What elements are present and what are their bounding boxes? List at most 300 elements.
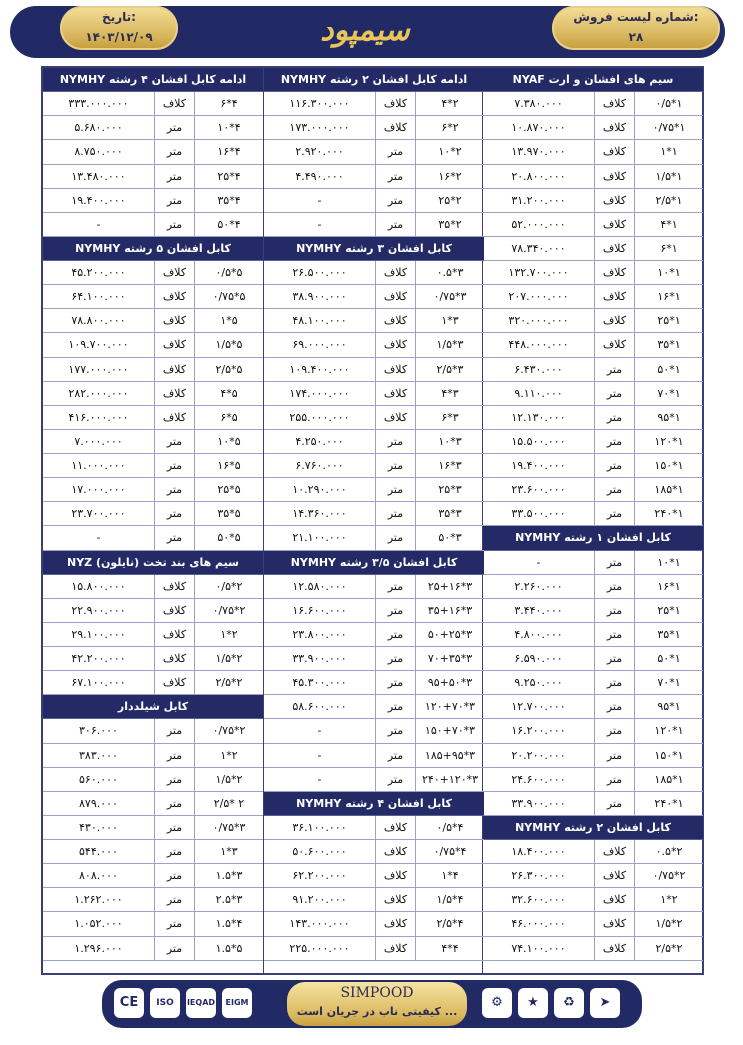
price-row	[43, 671, 263, 695]
section-header: کابل افشان ۴ رشته NYMHY	[264, 792, 484, 816]
price-row	[264, 695, 484, 719]
size-cell: ۲*۰.۵	[655, 845, 683, 858]
size-cell: ۱*۳۵	[657, 338, 681, 352]
price-row	[264, 671, 484, 695]
price-cell: ۱۸.۴۰۰.۰۰۰	[483, 840, 595, 863]
price-row	[483, 623, 703, 647]
unit-cell: کلاف	[155, 309, 195, 332]
price-row	[43, 744, 263, 768]
size-cell: ۱*۷۰	[657, 386, 681, 400]
column-left	[43, 68, 263, 973]
section-header: کابل افشان ۵ رشته NYMHY	[43, 237, 263, 261]
unit-cell: کلاف	[376, 912, 416, 935]
price-cell: ۵.۶۸۰.۰۰۰	[43, 116, 155, 139]
price-cell: ۲.۲۶۰.۰۰۰	[483, 575, 595, 598]
unit-cell: متر	[155, 165, 195, 188]
price-cell: ۱۷.۰۰۰.۰۰۰	[43, 478, 155, 501]
size-cell: ۵*۰/۷۵	[212, 290, 246, 304]
size-cell: ۲*۱/۵	[215, 772, 243, 786]
size-cell: ۵*۱۰	[217, 434, 241, 448]
size-cell: ۱*۹۵	[657, 410, 681, 424]
unit-cell: کلاف	[595, 285, 635, 308]
size-cell: ۴*۲۵	[217, 169, 241, 183]
size-cell: ۴*۳۵	[217, 193, 241, 207]
price-row	[264, 261, 484, 285]
price-row	[264, 309, 484, 333]
unit-cell: متر	[376, 430, 416, 453]
size-cell: ۳*۱.۵	[215, 869, 243, 883]
size-cell: ۴*۲/۵	[436, 917, 464, 931]
unit-cell: متر	[155, 840, 195, 863]
price-row	[43, 526, 263, 550]
price-row	[264, 189, 484, 213]
price-row	[483, 213, 703, 237]
size-cell: ۴*۵۰	[217, 217, 241, 231]
size-cell: ۳*۲۵	[438, 483, 462, 497]
price-row	[264, 647, 484, 671]
price-row	[483, 912, 703, 936]
price-row	[483, 671, 703, 695]
size-cell: ۱*۱۸۵	[654, 483, 684, 497]
unit-cell: متر	[155, 912, 195, 935]
size-cell: ۱*۹۵	[657, 700, 681, 714]
price-row	[264, 888, 484, 912]
size-cell: ۳*۲.۵	[215, 893, 243, 907]
column-middle	[263, 68, 484, 973]
size-cell: ۲*۰/۷۵	[212, 724, 246, 738]
size-cell: ۴*۰/۵	[436, 820, 464, 834]
unit-cell: متر	[595, 744, 635, 767]
unit-cell: کلاف	[155, 623, 195, 646]
unit-cell: متر	[155, 864, 195, 887]
price-row	[43, 647, 263, 671]
price-cell: ۴۳۰.۰۰۰	[43, 816, 155, 839]
price-cell: ۲۰.۲۰۰.۰۰۰	[483, 744, 595, 767]
unit-cell: کلاف	[595, 333, 635, 356]
price-cell: ۲۳.۷۰۰.۰۰۰	[43, 502, 155, 525]
price-cell: -	[264, 719, 376, 742]
section-header: کابل افشان ۳/۵ رشته NYMHY	[264, 551, 484, 575]
price-cell: ۲۱.۱۰۰.۰۰۰	[264, 526, 376, 549]
unit-cell: متر	[595, 382, 635, 405]
price-cell: ۱۰۹.۷۰۰.۰۰۰	[43, 333, 155, 356]
price-row	[264, 116, 484, 140]
size-cell: ۵*۴	[220, 386, 238, 400]
price-row	[43, 285, 263, 309]
price-cell: ۳۱.۲۰۰.۰۰۰	[483, 189, 595, 212]
price-row	[264, 430, 484, 454]
size-cell: ۲*۱/۵	[655, 917, 683, 931]
unit-cell: کلاف	[595, 237, 635, 260]
footer-slogan: کیفیتی ناب در جریان است ...	[296, 1005, 458, 1018]
unit-cell: کلاف	[376, 309, 416, 332]
size-cell: ۱*۲۵	[657, 314, 681, 328]
price-row	[43, 140, 263, 164]
list-number-label: شماره لیست فروش:	[573, 10, 699, 24]
unit-cell: متر	[595, 358, 635, 381]
size-cell: ۱*۲۵	[657, 603, 681, 617]
price-row	[43, 189, 263, 213]
price-row	[483, 140, 703, 164]
date-label: تاریخ:	[102, 10, 136, 24]
size-cell: ۵*۱.۵	[215, 941, 243, 955]
price-row	[483, 599, 703, 623]
price-row	[483, 792, 703, 816]
unit-cell: کلاف	[155, 599, 195, 622]
size-cell: ۳*۰.۵	[436, 266, 464, 279]
unit-cell: کلاف	[376, 864, 416, 887]
price-row	[483, 285, 703, 309]
price-row	[483, 768, 703, 792]
size-cell: ۳*۰/۷۵	[212, 820, 246, 834]
unit-cell: متر	[155, 189, 195, 212]
size-cell: ۱*۰/۷۵	[652, 121, 686, 135]
price-row	[43, 599, 263, 623]
unit-cell: متر	[155, 526, 195, 549]
standard-mark-icon: ⚙	[482, 988, 512, 1018]
price-row	[483, 430, 703, 454]
price-cell: ۱۲.۵۸۰.۰۰۰	[264, 575, 376, 598]
unit-cell: متر	[155, 744, 195, 767]
size-cell: ۲*۲۵	[438, 193, 462, 207]
unit-cell: کلاف	[155, 647, 195, 670]
size-cell: ۱*۱۸۵	[654, 772, 684, 786]
size-cell: ۵*۰/۵	[215, 266, 243, 279]
section-header: کابل شیلددار	[43, 695, 263, 719]
price-cell: ۴.۸۰۰.۰۰۰	[483, 623, 595, 646]
price-cell: -	[264, 189, 376, 212]
unit-cell: متر	[595, 599, 635, 622]
price-row	[43, 213, 263, 237]
size-cell: ۱*۷۰	[657, 676, 681, 690]
price-row	[483, 92, 703, 116]
size-cell: ۵*۱/۵	[215, 338, 243, 352]
unit-cell: متر	[376, 744, 416, 767]
unit-cell: کلاف	[376, 840, 416, 863]
price-row	[264, 382, 484, 406]
price-cell: ۱۳۲.۷۰۰.۰۰۰	[483, 261, 595, 284]
price-cell: ۱۰.۲۹۰.۰۰۰	[264, 478, 376, 501]
price-row	[43, 502, 263, 526]
price-cell: ۱۰.۸۷۰.۰۰۰	[483, 116, 595, 139]
iso-cert-icon: ISO	[150, 988, 180, 1018]
price-row	[43, 430, 263, 454]
price-cell: ۶۷.۱۰۰.۰۰۰	[43, 671, 155, 694]
price-row	[43, 261, 263, 285]
size-cell: ۳*۱	[220, 845, 238, 858]
price-cell: ۸۰۸.۰۰۰	[43, 864, 155, 887]
price-row	[264, 719, 484, 743]
unit-cell: کلاف	[155, 575, 195, 598]
price-row	[43, 816, 263, 840]
price-row	[264, 213, 484, 237]
date-value: ۱۴۰۳/۱۲/۰۹	[85, 30, 153, 44]
unit-cell: متر	[595, 430, 635, 453]
price-row	[43, 575, 263, 599]
unit-cell: متر	[595, 695, 635, 718]
unit-cell: کلاف	[376, 285, 416, 308]
size-cell: ۳*۵۰	[438, 531, 462, 545]
price-cell: ۷.۰۰۰.۰۰۰	[43, 430, 155, 453]
unit-cell: متر	[595, 768, 635, 791]
brand-symbol-icon: ➤	[590, 988, 620, 1018]
price-row	[483, 864, 703, 888]
price-row	[264, 912, 484, 936]
unit-cell: متر	[376, 647, 416, 670]
size-cell: ۱*۱	[660, 145, 678, 159]
price-cell: ۲۰۷.۰۰۰.۰۰۰	[483, 285, 595, 308]
unit-cell: متر	[376, 575, 416, 598]
unit-cell: کلاف	[155, 261, 195, 284]
price-cell: ۱۹.۴۰۰.۰۰۰	[483, 454, 595, 477]
price-cell: ۶.۵۹۰.۰۰۰	[483, 647, 595, 670]
size-cell: ۲*۲/۵	[215, 676, 243, 690]
size-cell: ۵*۲۵	[217, 483, 241, 497]
price-cell: ۶.۷۶۰.۰۰۰	[264, 454, 376, 477]
price-cell: ۹.۲۵۰.۰۰۰	[483, 671, 595, 694]
size-cell: ۱*۱۰	[657, 555, 681, 569]
size-cell: ۱*۲/۵	[655, 193, 683, 207]
price-row	[483, 406, 703, 430]
unit-cell: متر	[595, 575, 635, 598]
price-row	[483, 309, 703, 333]
price-cell: ۱۳.۴۸۰.۰۰۰	[43, 165, 155, 188]
price-row	[264, 358, 484, 382]
unit-cell: متر	[155, 430, 195, 453]
section-header: سیم های بند تخت (نایلون) NYZ	[43, 551, 263, 575]
size-cell: ۳*۴	[441, 386, 459, 400]
size-cell: ۴*۱۰	[217, 121, 241, 135]
section-header: کابل افشان ۳ رشته NYMHY	[264, 237, 484, 261]
price-cell: ۲۲۵.۰۰۰.۰۰۰	[264, 937, 376, 960]
price-row	[483, 695, 703, 719]
size-cell: ۳*۲/۵	[436, 362, 464, 376]
price-cell: ۲۶.۵۰۰.۰۰۰	[264, 261, 376, 284]
price-row	[264, 333, 484, 357]
price-cell: ۳۳۳.۰۰۰.۰۰۰	[43, 92, 155, 115]
price-row	[43, 406, 263, 430]
eigm-cert-icon: EIGM	[222, 988, 252, 1018]
price-cell: ۲۶.۳۰۰.۰۰۰	[483, 864, 595, 887]
price-table	[41, 66, 704, 975]
price-row	[43, 912, 263, 936]
price-row	[43, 454, 263, 478]
price-row	[264, 165, 484, 189]
price-row	[43, 333, 263, 357]
size-cell: ۲*۱۰	[438, 145, 462, 159]
unit-cell: متر	[155, 816, 195, 839]
price-cell: ۷.۳۸۰.۰۰۰	[483, 92, 595, 115]
price-row	[264, 478, 484, 502]
price-cell: ۱.۲۶۲.۰۰۰	[43, 888, 155, 911]
unit-cell: متر	[155, 502, 195, 525]
price-row	[483, 237, 703, 261]
unit-cell: متر	[155, 116, 195, 139]
price-cell: ۳۸.۹۰۰.۰۰۰	[264, 285, 376, 308]
price-row	[43, 888, 263, 912]
price-row	[43, 116, 263, 140]
unit-cell: متر	[376, 189, 416, 212]
price-cell: ۳۸۳.۰۰۰	[43, 744, 155, 767]
price-row	[264, 526, 484, 550]
price-cell: ۲۳.۸۰۰.۰۰۰	[264, 623, 376, 646]
price-cell: -	[43, 213, 155, 236]
price-cell: ۴۱۶.۰۰۰.۰۰۰	[43, 406, 155, 429]
size-cell: ۴*۱۶	[217, 145, 241, 159]
price-cell: ۳۰۶.۰۰۰	[43, 719, 155, 742]
price-cell: ۱۴۳.۰۰۰.۰۰۰	[264, 912, 376, 935]
size-cell: ۱*۱۲۰	[654, 724, 684, 738]
price-cell: ۵۶۰.۰۰۰	[43, 768, 155, 791]
price-row	[483, 382, 703, 406]
size-cell: ۵*۱۶	[217, 459, 241, 472]
list-number-value: ۲۸	[628, 30, 644, 44]
size-cell: ۱*۶	[660, 241, 678, 255]
price-cell: ۱۱.۰۰۰.۰۰۰	[43, 454, 155, 477]
unit-cell: متر	[376, 454, 416, 477]
price-cell: ۱۲.۱۳۰.۰۰۰	[483, 406, 595, 429]
price-cell: ۱۷۷.۰۰۰.۰۰۰	[43, 358, 155, 381]
price-row	[264, 937, 484, 961]
unit-cell: کلاف	[376, 888, 416, 911]
unit-cell: متر	[376, 695, 416, 718]
unit-cell: متر	[155, 888, 195, 911]
price-row	[43, 864, 263, 888]
price-row	[43, 358, 263, 382]
unit-cell: کلاف	[595, 92, 635, 115]
price-row	[43, 92, 263, 116]
size-cell: ۳*۶	[441, 410, 459, 424]
price-cell: -	[43, 526, 155, 549]
price-cell: ۷۴.۱۰۰.۰۰۰	[483, 937, 595, 960]
unit-cell: متر	[376, 478, 416, 501]
price-cell: -	[264, 768, 376, 791]
unit-cell: کلاف	[155, 671, 195, 694]
unit-cell: کلاف	[155, 382, 195, 405]
unit-cell: متر	[595, 478, 635, 501]
unit-cell: کلاف	[595, 888, 635, 911]
price-cell: ۱۵.۸۰۰.۰۰۰	[43, 575, 155, 598]
unit-cell: متر	[376, 526, 416, 549]
price-cell: ۵۴۴.۰۰۰	[43, 840, 155, 863]
price-row	[264, 816, 484, 840]
unit-cell: کلاف	[595, 309, 635, 332]
unit-cell: کلاف	[376, 261, 416, 284]
size-cell: ۳*۱۰	[438, 434, 462, 448]
price-cell: ۳۳.۹۰۰.۰۰۰	[264, 647, 376, 670]
price-cell: ۲۳.۶۰۰.۰۰۰	[483, 478, 595, 501]
section-header: کابل افشان ۲ رشته NYMHY	[483, 816, 703, 840]
price-cell: ۹۱.۲۰۰.۰۰۰	[264, 888, 376, 911]
size-cell: ۳*۰/۷۵	[433, 290, 467, 304]
price-row	[483, 358, 703, 382]
price-cell: ۶۲.۲۰۰.۰۰۰	[264, 864, 376, 887]
size-cell: ۱*۰/۵	[655, 97, 683, 111]
unit-cell: کلاف	[376, 937, 416, 960]
price-cell: -	[483, 551, 595, 574]
price-row	[43, 719, 263, 743]
unit-cell: کلاف	[595, 937, 635, 960]
price-cell: ۱۱۶.۳۰۰.۰۰۰	[264, 92, 376, 115]
price-row	[264, 92, 484, 116]
unit-cell: متر	[595, 502, 635, 525]
price-row	[264, 454, 484, 478]
size-cell: ۲*۴	[441, 97, 459, 111]
price-cell: ۷۸.۸۰۰.۰۰۰	[43, 309, 155, 332]
price-row	[264, 623, 484, 647]
size-cell: ۱*۵۰	[657, 652, 681, 665]
size-cell: ۲*۰/۷۵	[652, 869, 686, 883]
unit-cell: متر	[155, 140, 195, 163]
column-right	[482, 68, 703, 973]
unit-cell: متر	[595, 454, 635, 477]
price-cell: ۹.۱۱۰.۰۰۰	[483, 382, 595, 405]
list-number-badge	[552, 6, 720, 50]
size-cell: ۳*۱۸۵+۹۵	[424, 748, 476, 762]
size-cell: ۱*۳۵	[657, 627, 681, 641]
price-cell: ۶۹.۰۰۰.۰۰۰	[264, 333, 376, 356]
unit-cell: کلاف	[376, 406, 416, 429]
brand-logo: سیمپود	[320, 13, 410, 48]
size-cell: ۳*۲۴۰+۱۲۰	[421, 772, 479, 786]
unit-cell: متر	[595, 647, 635, 670]
price-cell: ۱۷۴.۰۰۰.۰۰۰	[264, 382, 376, 405]
price-row	[264, 864, 484, 888]
size-cell: ۱*۱/۵	[655, 169, 683, 183]
price-cell: ۶۴.۱۰۰.۰۰۰	[43, 285, 155, 308]
unit-cell: متر	[595, 623, 635, 646]
unit-cell: متر	[376, 165, 416, 188]
size-cell: ۱*۱۰	[657, 266, 681, 279]
unit-cell: کلاف	[595, 213, 635, 236]
size-cell: ۱*۲۴۰	[654, 796, 684, 810]
price-cell: ۳۲۰.۰۰۰.۰۰۰	[483, 309, 595, 332]
unit-cell: کلاف	[155, 333, 195, 356]
price-cell: ۱۳.۹۷۰.۰۰۰	[483, 140, 595, 163]
price-cell: ۳۳.۵۰۰.۰۰۰	[483, 502, 595, 525]
size-cell: ۲*۱	[220, 748, 238, 762]
unit-cell: کلاف	[155, 285, 195, 308]
section-header: ادامه کابل افشان ۴ رشته NYMHY	[43, 68, 263, 92]
size-cell: ۳*۲۵+۱۶	[427, 579, 473, 593]
size-cell: ۴*۱.۵	[215, 917, 243, 931]
price-cell: ۲۲.۹۰۰.۰۰۰	[43, 599, 155, 622]
price-row	[483, 647, 703, 671]
price-row	[264, 744, 484, 768]
unit-cell: متر	[155, 478, 195, 501]
size-cell: ۳*۱۶	[438, 459, 462, 472]
size-cell: ۲*۲/۵	[655, 941, 683, 955]
price-row	[483, 261, 703, 285]
size-cell: ۱*۱۵۰	[654, 459, 684, 472]
unit-cell: متر	[376, 671, 416, 694]
price-row	[264, 575, 484, 599]
price-row	[43, 840, 263, 864]
unit-cell: کلاف	[376, 382, 416, 405]
unit-cell: متر	[376, 768, 416, 791]
price-cell: ۱۰۹.۴۰۰.۰۰۰	[264, 358, 376, 381]
unit-cell: متر	[376, 623, 416, 646]
price-cell: ۳۶.۱۰۰.۰۰۰	[264, 816, 376, 839]
date-badge	[60, 6, 178, 50]
unit-cell: کلاف	[595, 261, 635, 284]
price-cell: ۱۷۳.۰۰۰.۰۰۰	[264, 116, 376, 139]
size-cell: ۱*۱۲۰	[654, 434, 684, 448]
footer	[102, 980, 642, 1028]
size-cell: ۴*۰/۷۵	[433, 845, 467, 858]
price-row	[43, 382, 263, 406]
unit-cell: متر	[595, 719, 635, 742]
